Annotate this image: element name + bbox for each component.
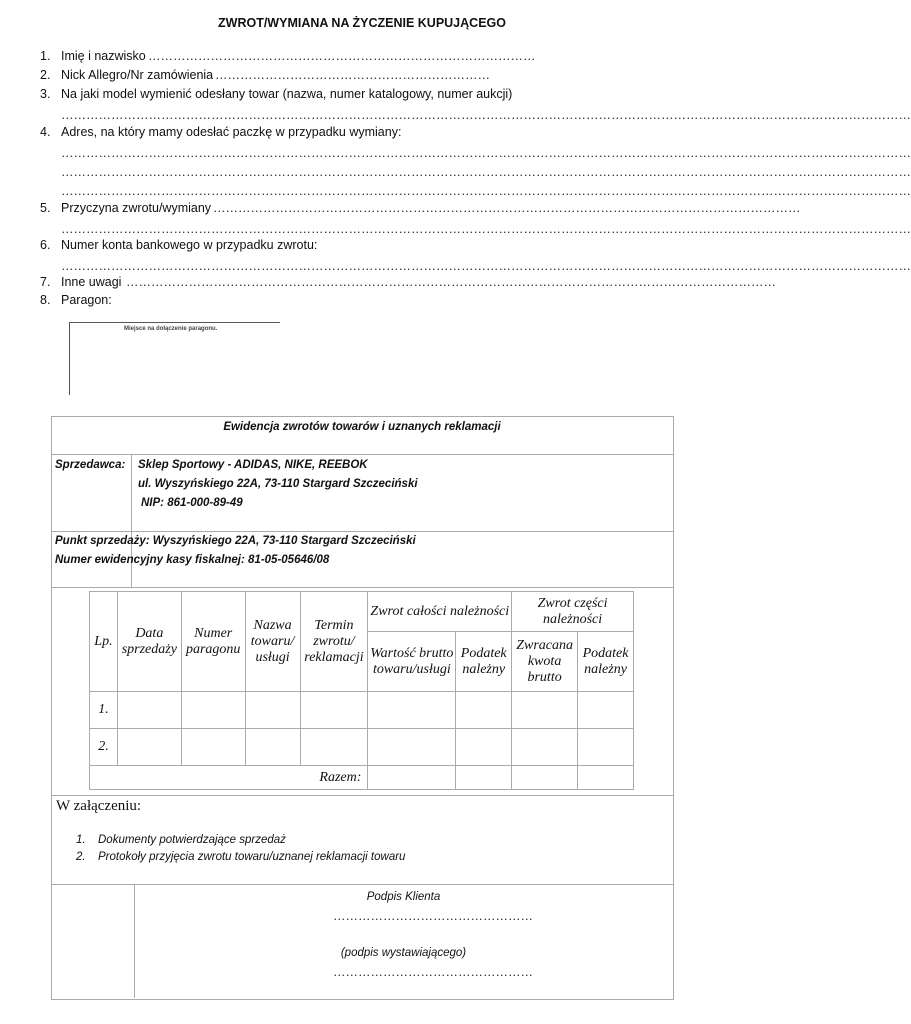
table-cell[interactable] [181, 729, 245, 766]
col-header-refund-amount: Zwracana kwota brutto [512, 632, 578, 692]
dotted-line[interactable]: ………………………………………………………………………………… [148, 49, 536, 63]
col-header-gross-value: Wartość brutto towaru/usługi [368, 632, 456, 692]
register-title: Ewidencja zwrotów towarów i uznanych reklamacji [223, 421, 501, 433]
table-cell[interactable] [300, 692, 368, 729]
dotted-line[interactable]: …………………………………………………………………………………………………………………………………………………………………………………… [61, 146, 911, 160]
form-title: ZWROT/WYMIANA NA ŻYCZENIE KUPUJĄCEGO [218, 16, 506, 30]
client-signature-line[interactable]: ………………………………………… [333, 909, 533, 923]
row-number: 1. [90, 692, 118, 729]
issuer-signature-line[interactable]: ………………………………………… [333, 965, 533, 979]
client-signature-label: Podpis Klienta [366, 891, 441, 903]
col-header-date: Data sprzedaży [117, 592, 181, 692]
table-cell[interactable] [578, 692, 634, 729]
divider [51, 454, 673, 455]
point-of-sale: Punkt sprzedaży: Wyszyńskiego 22A, 73-110 Stargard Szczeciński [55, 535, 416, 547]
col-header-tax-full: Podatek należny [456, 632, 512, 692]
table-cell[interactable] [181, 692, 245, 729]
total-label: Razem: [90, 766, 368, 790]
dotted-line[interactable]: …………………………………………………………………………………………………………………………………………………………………………………… [61, 222, 911, 236]
row-number: 2. [90, 729, 118, 766]
table-cell[interactable] [512, 692, 578, 729]
col-header-term: Termin zwrotu/ reklamacji [300, 592, 368, 692]
table-cell[interactable] [512, 729, 578, 766]
attachment-item: 2. Protokoły przyjęcia zwrotu towaru/uznanej reklamacji towaru [76, 851, 406, 863]
dotted-line[interactable]: …………………………………………………………………………………………………………………………………………………………………………………… [61, 259, 911, 273]
table-row [90, 729, 634, 766]
table-cell[interactable] [512, 766, 578, 790]
table-cell[interactable] [300, 729, 368, 766]
seller-label: Sprzedawca: [55, 459, 126, 471]
total-row [90, 766, 634, 790]
table-cell[interactable] [117, 692, 181, 729]
divider [51, 531, 673, 532]
table-cell[interactable] [117, 729, 181, 766]
table-cell[interactable] [456, 766, 512, 790]
col-group-full-refund: Zwrot całości należności [368, 592, 512, 632]
col-header-lp: Lp. [90, 592, 118, 692]
dotted-line[interactable]: …………………………………………………………………………………………………………………………… [213, 201, 801, 215]
divider [131, 454, 132, 531]
table-row [90, 692, 634, 729]
col-header-tax-partial: Podatek należny [578, 632, 634, 692]
seller-name: Sklep Sportowy - ADIDAS, NIKE, REEBOK [138, 459, 368, 471]
receipt-placeholder-text: Miejsce na dołączenie paragonu. [124, 326, 218, 332]
table-cell[interactable] [245, 692, 300, 729]
returns-table [89, 591, 634, 790]
seller-address: ul. Wyszyńskiego 22A, 73-110 Stargard Szczeciński [138, 478, 418, 490]
seller-nip: NIP: 861-000-89-49 [141, 497, 243, 509]
table-cell[interactable] [368, 729, 456, 766]
table-cell[interactable] [456, 729, 512, 766]
dotted-line[interactable]: …………………………………………………………………………………………………………………………………………………………………………………… [61, 165, 911, 179]
col-group-partial-refund: Zwrot części należności [512, 592, 634, 632]
col-header-receipt: Numer paragonu [181, 592, 245, 692]
receipt-attachment-area[interactable] [69, 322, 280, 395]
divider [51, 884, 673, 885]
table-cell[interactable] [368, 692, 456, 729]
dotted-line[interactable]: ………………………………………………………… [215, 68, 490, 82]
dotted-line[interactable]: …………………………………………………………………………………………………………………………………………………………………………………… [61, 184, 911, 198]
divider [51, 795, 673, 796]
attachment-item: 1. Dokumenty potwierdzające sprzedaż [76, 834, 286, 846]
table-cell[interactable] [456, 692, 512, 729]
table-cell[interactable] [578, 729, 634, 766]
table-cell[interactable] [245, 729, 300, 766]
table-cell[interactable] [368, 766, 456, 790]
issuer-signature-label: (podpis wystawiającego) [340, 947, 467, 959]
divider [51, 587, 673, 588]
col-header-name: Nazwa towaru/ usługi [245, 592, 300, 692]
dotted-line[interactable]: ………………………………………………………………………………………………………………………………………… [126, 275, 776, 289]
table-cell[interactable] [578, 766, 634, 790]
attachments-label: W załączeniu: [56, 798, 142, 814]
register-number: Numer ewidencyjny kasy fiskalnej: 81-05-05646/08 [55, 554, 330, 566]
dotted-line[interactable]: …………………………………………………………………………………………………………………………………………………………………………………… [61, 108, 911, 122]
